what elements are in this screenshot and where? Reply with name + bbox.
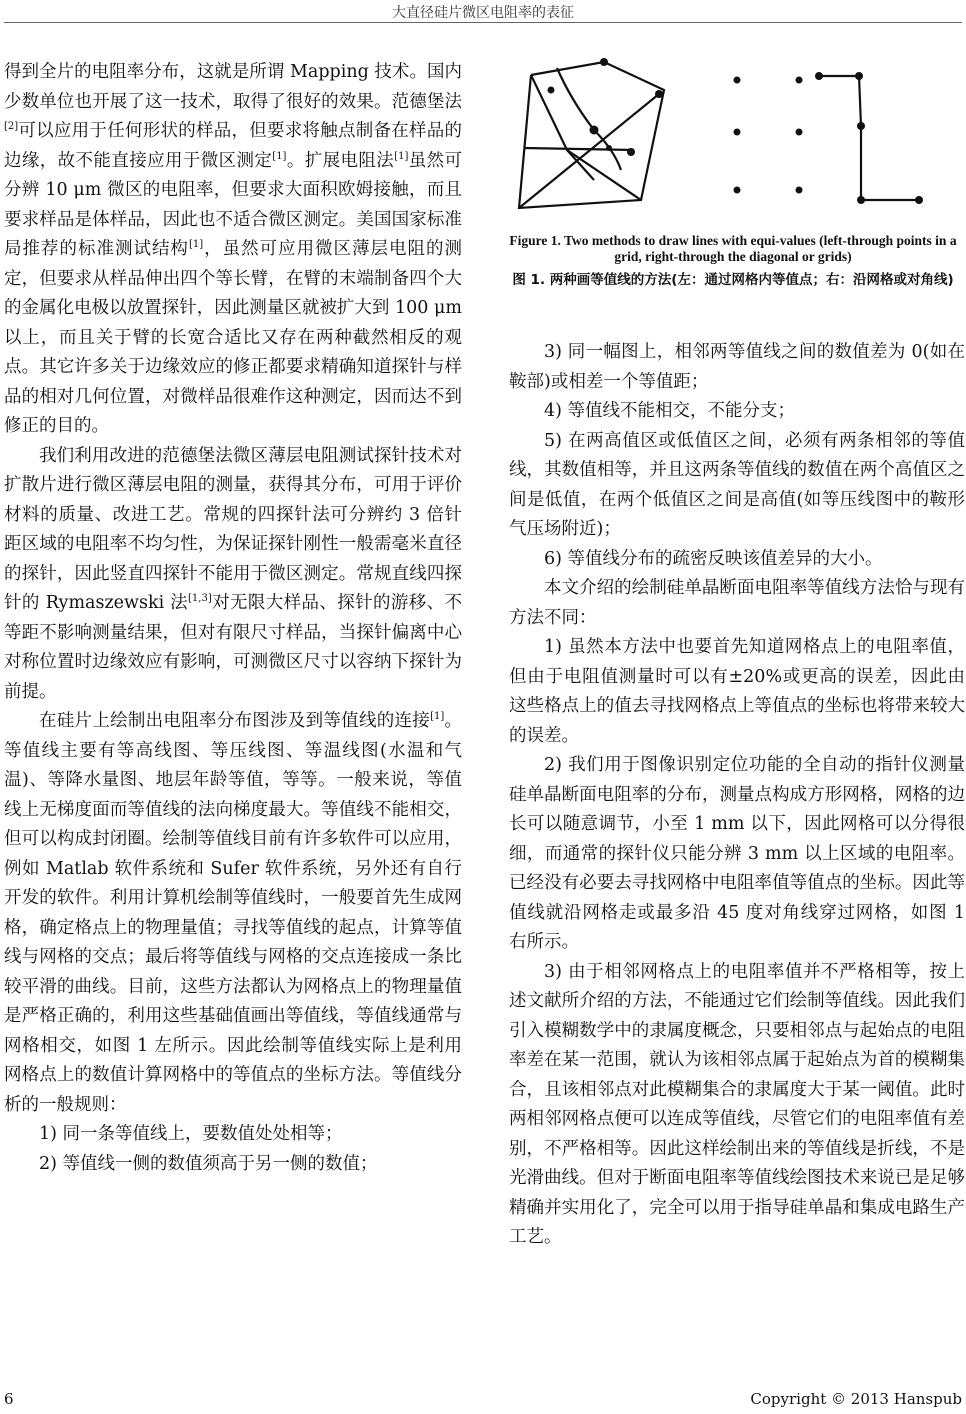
left-panel-contour-lines xyxy=(519,62,664,208)
citation: [1] xyxy=(394,150,409,162)
page-number: 6 xyxy=(4,1390,14,1408)
right-grid-contour-line xyxy=(819,76,919,200)
copyright-notice: Copyright © 2013 Hanspub xyxy=(750,1390,962,1408)
figure-caption-english: Figure 1. Two methods to draw lines with equi-values (left-through points in a grid, right-through the diagonal or grids) xyxy=(509,233,957,264)
rule-5: 5) 在两高值区或低值区之间，必须有两条相邻的等值线，其数值相等，并且这两条等值线的数值在两个高值区之间是低值，在两个低值区之间是高值(如等压线图中的鞍形气压场附近)； xyxy=(509,430,965,539)
grid-point xyxy=(590,126,599,135)
grid-point xyxy=(796,77,803,84)
p3-text-a: 在硅片上绘制出电阻率分布图涉及到等值线的连接 xyxy=(39,711,431,731)
paragraph-1 xyxy=(4,58,462,442)
right-panel-dots xyxy=(734,77,803,194)
grid-point xyxy=(548,87,555,94)
contour-point xyxy=(857,196,865,204)
grid-point xyxy=(627,148,635,156)
contour-point xyxy=(857,122,865,130)
figure-caption-chinese: 图 1. 两种画等值线的方法(左：通过网格内等值点；右：沿网格或对角线) xyxy=(512,272,954,288)
p2-text-b: 对无限大样品、探针的游移、不等距不影响测量结果，但对有限尺寸样品，当探针偏离中心对称位置时边缘效应有影响，可测微区尺寸以容纳下探针为前提。 xyxy=(4,593,462,702)
running-header: 大直径硅片微区电阻率的表征 xyxy=(392,5,574,21)
contour-point xyxy=(915,196,923,204)
contour-point xyxy=(855,72,863,80)
p1-text-e: ，虽然可应用微区薄层电阻的测定，但要求从样品伸出四个等长臂，在臂的末端制备四个大的金属化电极以放置探针，因此测量区就被扩大到 100 μm 以上，而且关于臂的长宽合适比又存在两种截然相反的观点。其它许多关于边缘效应的修正都要求精确知道探针与样品的相对几何位置，对微样品很难作这种测定，因而达不到修正的目的。 xyxy=(4,239,463,436)
method-point-3: 3) 由于相邻网格点上的电阻率值并不严格相等，按上述文献所介绍的方法，不能通过它们绘制等值线。因此我们引入模糊数学中的隶属度概念，只要相邻点与起始点的电阻率差在某一范围，就认为该相邻点属于起始点为首的模糊集合，且该相邻点对此模糊集合的隶属度大于某一阈值。此时两相邻网格点便可以连成等值线，尽管它们的电阻率值有差别，不严格相等。因此这样绘制出来的等值线是折线，不是光滑曲线。但对于断面电阻率等值线绘图技术来说已是足够精确并实用化了，完全可以用于指导硅单晶和集成电路生产工艺。 xyxy=(509,961,965,1247)
rule-2: 2) 等值线一侧的数值须高于另一侧的数值； xyxy=(39,1153,378,1174)
left-diagonal-1 xyxy=(519,94,659,208)
method-point-2: 2) 我们用于图像识别定位功能的全自动的指针仪测量硅单晶断面电阻率的分布，测量点构成方形网格，网格的边长可以随意调节，小至 1 mm 以下，因此网格可以分得很细，而通常的探针仪只能分辨 3 mm 以上区域的电阻率。已经没有必要去寻找网格中电阻率值等值点的坐标。因此等值线就沿网格走或最多沿 45 度对角线穿过网格，如图 1 右所示。 xyxy=(509,755,965,952)
rule-6: 6) 等值线分布的疏密反映该值差异的大小。 xyxy=(544,548,883,569)
citation: [1,3] xyxy=(188,593,212,605)
left-cross-line xyxy=(524,148,634,150)
header-rule xyxy=(4,22,962,23)
method-intro: 本文介绍的绘制硅单晶断面电阻率等值线方法恰与现有方法不同： xyxy=(509,578,965,628)
contour-point xyxy=(815,72,823,80)
left-curve xyxy=(557,68,621,170)
grid-point xyxy=(796,129,803,136)
grid-point xyxy=(606,145,612,151)
rule-1: 1) 同一条等值线上，要数值处处相等； xyxy=(39,1124,343,1144)
figure-1 xyxy=(509,50,965,228)
rule-4: 4) 等值线不能相交，不能分支； xyxy=(544,401,796,421)
p1-text-d: 虽然可分辨 10 μm 微区的电阻率，但要求大面积欧姆接触，而且要求样品是体样品，因此也不适合微区测定。美国国家标准局推荐的标准测试结构 xyxy=(4,150,463,259)
paragraph-2 xyxy=(4,442,462,708)
figure-1-graphic xyxy=(509,50,965,228)
p3-text-b: 。等值线主要有等高线图、等压线图、等温线图(水温和气温)、等降水量图、地层年龄等值，等等。一般来说，等值线上无梯度面而等值线的法向梯度最大。等值线不能相交，但可以构成封闭圈。绘制等值线目前有许多软件可以应用，例如 Matlab 软件系统和 Sufer 软件系统，另外还有自行开发的软件。利用计算机绘制等值线时，一般要首先生成网格，确定格点上的物理量值；寻找等值线的起点，计算等值线与网格的交点；最后将等值线与网格的交点连接成一条比较平滑的曲线。目前，这些方法都认为网格点上的物理量值是严格正确的，利用这些基础值画出等值线，等值线通常与网格相交，如图 1 左所示。因此绘制等值线实际上是利用网格点上的数值计算网格中的等值点的坐标方法。等值线分析的一般规则： xyxy=(4,711,463,1115)
citation: [1] xyxy=(188,239,204,251)
grid-point xyxy=(796,187,803,194)
citation: [2] xyxy=(4,121,19,133)
citation: [1] xyxy=(272,150,287,162)
right-column xyxy=(509,338,965,1253)
citation: [1] xyxy=(430,711,445,723)
p1-text-c: 。扩展电阻法 xyxy=(286,150,395,171)
p2-text-a: 我们利用改进的范德堡法微区薄层电阻测试探针技术对扩散片进行微区薄层电阻的测量，获得其分布，可用于评价材料的质量、改进工艺。常规的四探针法可分辨约 3 倍针距区域的电阻率不均匀性，为保证探针刚性一般需毫米直径的探针，因此竖直四探针不能用于微区测定。常规直线四探针的 Rymaszewski 法 xyxy=(4,445,462,613)
grid-point xyxy=(734,129,741,136)
right-panel-contour xyxy=(815,72,923,204)
p1-text-a: 得到全片的电阻率分布，这就是所谓 Mapping 技术。国内少数单位也开展了这一技术，取得了很好的效果。范德堡法 xyxy=(4,62,462,112)
grid-point xyxy=(734,77,741,84)
method-point-1: 1) 虽然本方法中也要首先知道网格点上的电阻率值，但由于电阻值测量时可以有±20%或更高的误差，因此由这些格点上的值去寻找网格点上等值点的坐标也将带来较大的误差。 xyxy=(509,637,965,746)
left-outer-loop xyxy=(519,62,664,208)
grid-point xyxy=(655,90,663,98)
paragraph-3 xyxy=(4,707,462,1120)
grid-point xyxy=(600,58,608,66)
left-diagonal-2 xyxy=(531,75,641,200)
grid-point xyxy=(734,187,741,194)
p1-text-b: 可以应用于任何形状的样品，但要求将触点制备在样品的边缘，故不能直接应用于微区测定 xyxy=(4,121,462,171)
left-column xyxy=(4,58,462,1179)
rule-3: 3) 同一幅图上，相邻两等值线之间的数值差为 0(如在鞍部)或相差一个等值距； xyxy=(509,342,965,392)
